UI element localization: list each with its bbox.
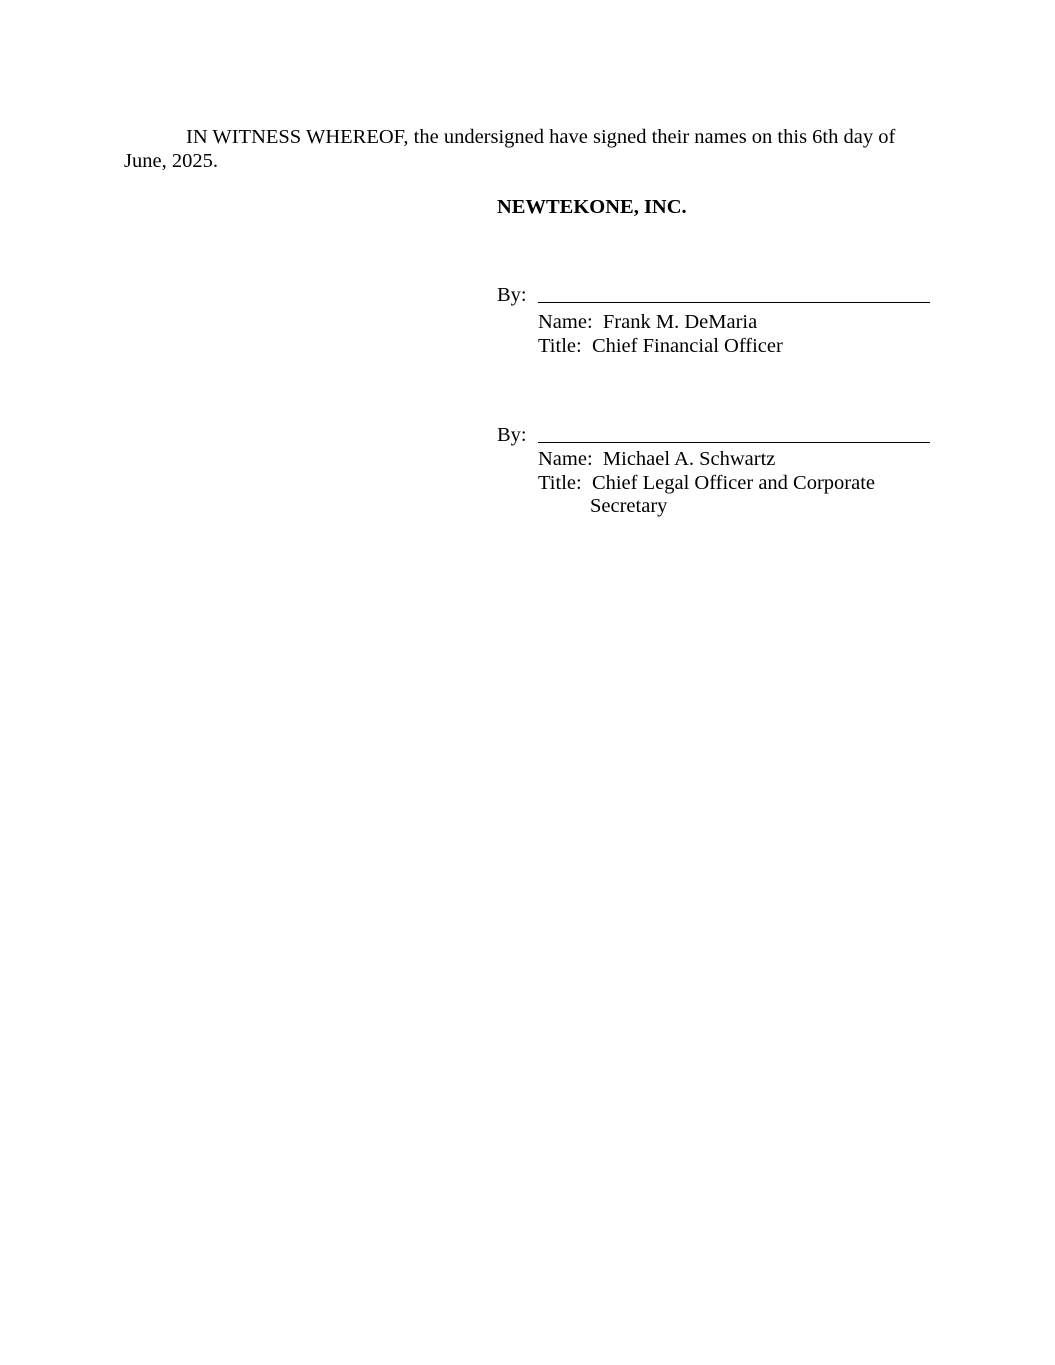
signer-title: Chief Financial Officer <box>591 335 783 357</box>
signer-title-continuation: Secretary <box>590 495 668 517</box>
name-label: Name: <box>538 448 593 470</box>
title-label: Title: <box>538 472 582 494</box>
signer-name: Michael A. Schwartz <box>602 448 776 470</box>
signer-title-row <box>538 471 875 495</box>
name-label: Name: <box>538 311 593 333</box>
signature-line <box>538 442 930 443</box>
title-label: Title: <box>538 335 582 357</box>
by-label: By: <box>497 284 527 306</box>
signer-name-row <box>538 447 775 471</box>
signer-name-row <box>538 310 757 334</box>
signer-title-row <box>538 334 783 358</box>
witness-clause-line-2: June, 2025. <box>124 150 218 172</box>
by-label: By: <box>497 424 527 446</box>
company-name: NEWTEKONE, INC. <box>497 196 687 218</box>
signer-title: Chief Legal Officer and Corporate <box>591 472 876 494</box>
signer-name: Frank M. DeMaria <box>602 311 758 333</box>
witness-clause-line-1: IN WITNESS WHEREOF, the undersigned have signed their names on this 6th day of <box>186 126 896 148</box>
signature-line <box>538 302 930 303</box>
